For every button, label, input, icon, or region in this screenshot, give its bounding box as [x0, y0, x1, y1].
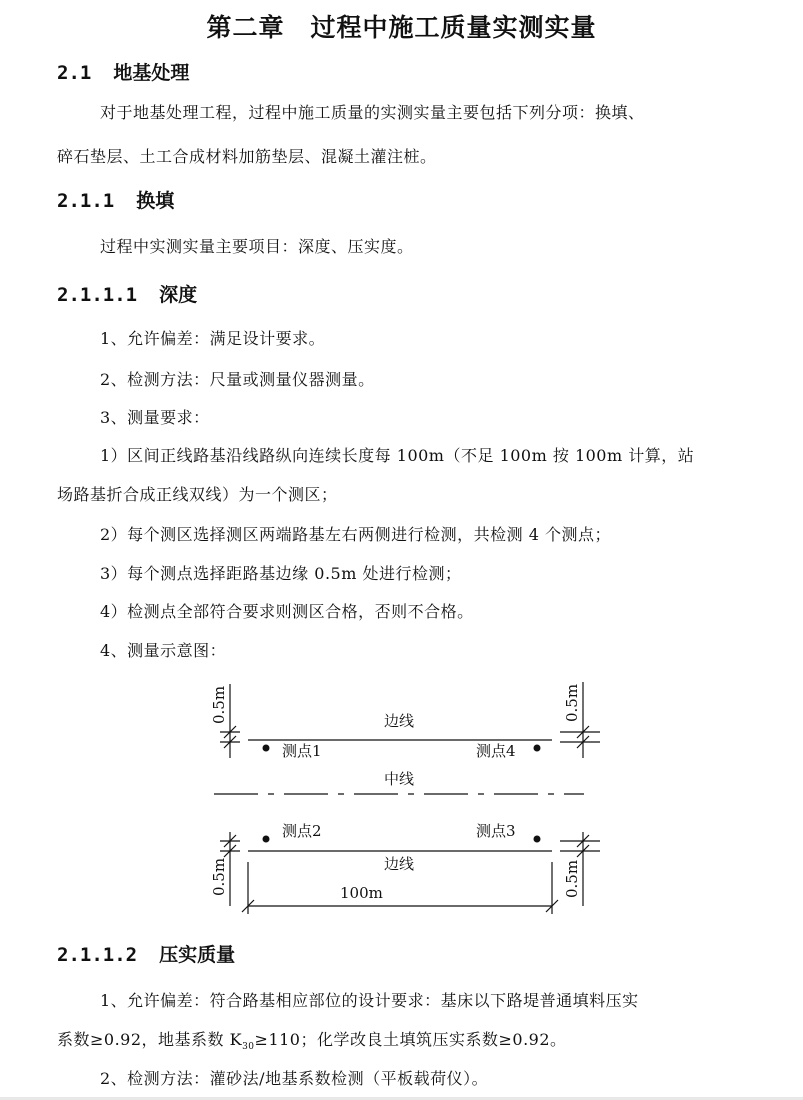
dim-bottom-left-label: 0.5m	[210, 857, 228, 896]
section-heading-2-1	[57, 58, 189, 85]
dim-top-right-label: 0.5m	[563, 683, 581, 722]
point-2-dot	[263, 836, 270, 843]
main-items-paragraph: 过程中实测实量主要项目：深度、压实度。	[100, 237, 414, 256]
point-3-dot	[534, 836, 541, 843]
point-4-dot	[534, 745, 541, 752]
compaction-text-b: ≥110；化学改良土填筑压实系数≥0.92。	[254, 1030, 567, 1049]
depth-req-1-line2: 场路基折合成正线双线）为一个测区；	[57, 485, 338, 504]
length-label: 100m	[340, 884, 383, 902]
section-title: 压实质量	[159, 944, 236, 966]
compaction-item-1-line2	[57, 1027, 757, 1052]
compaction-item-1-line1: 1、允许偏差：符合路基相应部位的设计要求：基床以下路堤普通填料压实	[100, 991, 639, 1010]
k30-subscript: 30	[242, 1042, 255, 1053]
depth-req-2: 2）每个测区选择测区两端路基左右两侧进行检测，共检测 4 个测点；	[100, 525, 612, 544]
depth-req-3: 3）每个测点选择距路基边缘 0.5m 处进行检测；	[100, 564, 462, 583]
intro-paragraph-line1: 对于地基处理工程，过程中施工质量的实测实量主要包括下列分项：换填、	[100, 103, 645, 122]
depth-req-4: 4）检测点全部符合要求则测区合格，否则不合格。	[100, 602, 474, 621]
dim-bottom-right-label: 0.5m	[563, 859, 581, 898]
depth-item-2: 2、检测方法：尺量或测量仪器测量。	[100, 370, 375, 389]
point-1-dot	[263, 745, 270, 752]
measurement-diagram	[200, 676, 610, 916]
section-number: 2.1.1	[57, 190, 115, 212]
section-number: 2.1	[57, 62, 92, 84]
compaction-text-a: 系数≥0.92，地基系数 K	[57, 1030, 243, 1049]
depth-req-1-line1: 1）区间正线路基沿线路纵向连续长度每 100m（不足 100m 按 100m 计算，站	[100, 446, 695, 465]
section-title: 深度	[159, 284, 198, 306]
depth-item-3: 3、测量要求：	[100, 408, 210, 427]
chapter-title: 第二章 过程中施工质量实测实量	[206, 13, 597, 42]
point-2-label: 测点2	[282, 822, 322, 840]
depth-item-1: 1、允许偏差：满足设计要求。	[100, 329, 326, 348]
section-title: 换填	[136, 190, 175, 212]
depth-item-4: 4、测量示意图：	[100, 641, 227, 660]
section-number: 2.1.1.2	[57, 944, 138, 966]
top-edge-label: 边线	[384, 712, 415, 730]
section-heading-2-1-1-1	[57, 280, 197, 307]
point-1-label: 测点1	[282, 742, 322, 760]
point-3-label: 测点3	[476, 822, 516, 840]
section-heading-2-1-1	[57, 186, 174, 213]
compaction-item-2: 2、检测方法：灌砂法/地基系数检测（平板载荷仪）。	[100, 1069, 489, 1088]
section-heading-2-1-1-2	[57, 940, 235, 967]
point-4-label: 测点4	[476, 742, 516, 760]
section-number: 2.1.1.1	[57, 284, 138, 306]
dim-top-left-label: 0.5m	[210, 685, 228, 724]
section-title: 地基处理	[113, 62, 190, 84]
bottom-edge-label: 边线	[384, 855, 415, 873]
intro-paragraph-line2: 碎石垫层、土工合成材料加筋垫层、混凝土灌注桩。	[57, 147, 437, 166]
center-line-label: 中线	[384, 770, 415, 788]
